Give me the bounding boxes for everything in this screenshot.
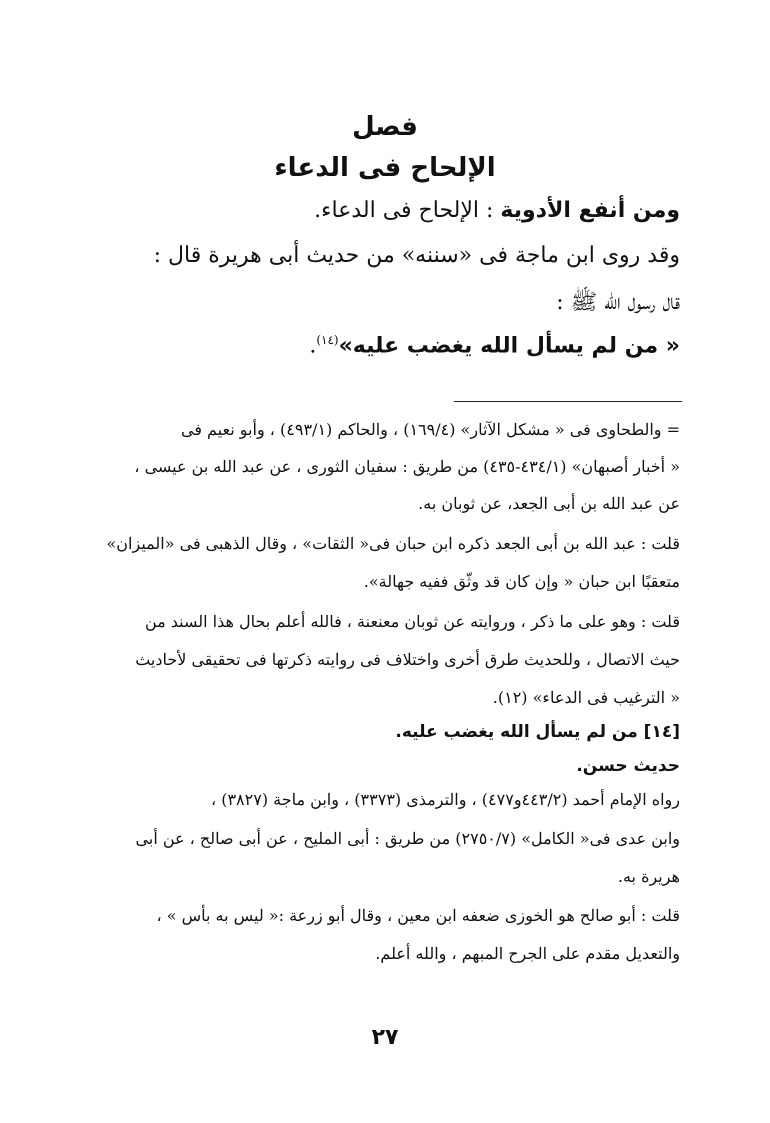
- page-number: ٢٧: [371, 1025, 399, 1050]
- footnote-line-13: هريرة به.: [617, 867, 680, 886]
- body-line-1-bold: ومن أنفع الأدوية: [500, 198, 680, 223]
- footnote-line-2: « أخبار أصبهان» (٤٣٤/١-٤٣٥) من طريق : سفيان الثورى ، عن عبد الله بن عيسى ،: [134, 457, 680, 476]
- footnote-line-7: حيث الاتصال ، وللحديث طرق أخرى واختلاف فى روايته ذكرتها فى تحقيقى لأحاديث: [135, 650, 680, 669]
- body-line-4-end: .: [309, 333, 317, 359]
- footnote-line-14: قلت : أبو صالح هو الخوزى ضعفه ابن معين ، وقال أبو زرعة :« ليس به بأس » ،: [156, 906, 680, 925]
- chapter-title: فصل: [352, 112, 418, 142]
- footnote-line-5: متعقبًا ابن حبان « وإن كان قد وثّق ففيه جهالة».: [363, 572, 680, 591]
- footnote-separator: [454, 401, 682, 402]
- footnote-line-6: قلت : وهو على ما ذكر ، وروايته عن ثوبان معنعنة ، فالله أعلم بحال هذا السند من: [144, 612, 680, 631]
- footnote-line-3: عن عبد الله بن أبى الجعد، عن ثوبان به.: [418, 494, 680, 513]
- body-line-1: [314, 198, 680, 223]
- body-line-3: قال رسول الله ﷺ :: [556, 290, 680, 315]
- footnote-line-15: والتعديل مقدم على الجرح المبهم ، والله أعلم.: [375, 944, 680, 963]
- footnote-line-4: قلت : عبد الله بن أبى الجعد ذكره ابن حبان فى« الثقات» ، وقال الذهبى فى «الميزان»: [106, 534, 680, 553]
- hadith-text: « من لم يسأل الله يغضب عليه»: [338, 333, 680, 359]
- footnote-line-1: = والطحاوى فى « مشكل الآثار» (١٦٩/٤) ، والحاكم (٤٩٣/١) ، وأبو نعيم فى: [180, 420, 680, 439]
- footnote-line-8: « الترغيب فى الدعاء» (١٢).: [492, 688, 680, 707]
- footnote-14-heading: [١٤] من لم يسأل الله يغضب عليه.: [395, 722, 680, 742]
- hadith-grade: حديث حسن.: [576, 756, 680, 776]
- footnote-ref-14: (١٤): [316, 333, 339, 347]
- body-line-2: وقد روى ابن ماجة فى «سننه» من حديث أبى هريرة قال :: [153, 243, 680, 268]
- body-line-1-text: : الإلحاح فى الدعاء.: [314, 198, 501, 223]
- body-line-4: [309, 333, 680, 358]
- footnote-line-11: رواه الإمام أحمد (٤٤٣/٢و٤٧٧) ، والترمذى (٣٣٧٣) ، وابن ماجة (٣٨٢٧) ،: [210, 790, 680, 809]
- chapter-subtitle: الإلحاح فى الدعاء: [274, 153, 496, 183]
- footnote-line-12: وابن عدى فى« الكامل» (٢٧٥٠/٧) من طريق : أبى المليح ، عن أبى صالح ، عن أبى: [135, 829, 680, 848]
